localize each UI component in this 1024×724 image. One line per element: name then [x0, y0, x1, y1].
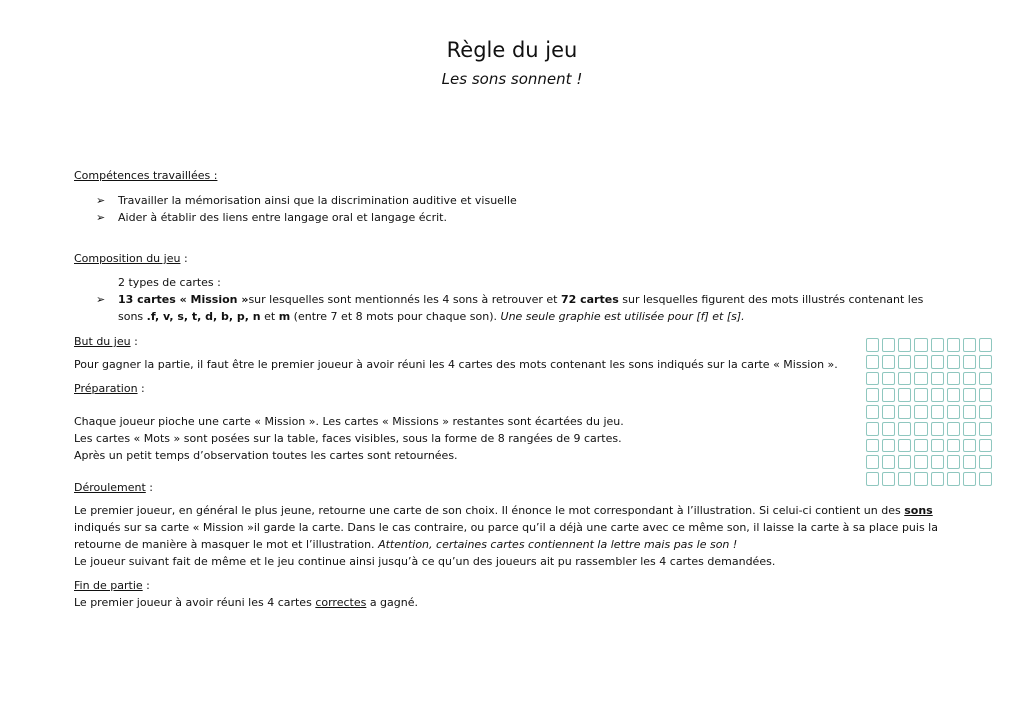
arrow-bullet-icon: ➢: [96, 293, 106, 306]
deroulement-line-3: [74, 536, 737, 553]
card-cell: [914, 455, 927, 469]
deroulement-heading-label: Déroulement: [74, 481, 146, 494]
composition-line-2: [118, 308, 745, 325]
card-cell: [979, 388, 992, 402]
card-cell: [963, 388, 976, 402]
card-cell: [979, 472, 992, 486]
card-cell: [898, 355, 911, 369]
attention-note: Attention, certaines cartes contiennent la lettre mais pas le son !: [378, 538, 738, 551]
card-cell: [947, 472, 960, 486]
card-cell: [914, 405, 927, 419]
card-cell: [979, 405, 992, 419]
card-cell: [979, 338, 992, 352]
mission-cards-count: 13 cartes « Mission »: [118, 293, 249, 306]
card-cell: [882, 472, 895, 486]
sons-emphasis: sons: [904, 504, 933, 517]
preparation-line: Chaque joueur pioche une carte « Mission ». Les cartes « Missions » restantes sont écartées du jeu.: [74, 415, 624, 428]
card-cell: [931, 338, 944, 352]
card-cell: [898, 372, 911, 386]
heading-colon: :: [145, 481, 154, 494]
card-cell: [898, 472, 911, 486]
composition-text: sons: [118, 310, 147, 323]
card-cell: [963, 355, 976, 369]
card-cell: [947, 405, 960, 419]
card-cell: [898, 422, 911, 436]
fin-text-part: a gagné.: [366, 596, 419, 609]
card-cell: [866, 472, 879, 486]
card-cell: [882, 455, 895, 469]
card-cell: [866, 422, 879, 436]
card-cell: [979, 355, 992, 369]
composition-text: et: [260, 310, 279, 323]
preparation-line: Les cartes « Mots » sont posées sur la table, faces visibles, sous la forme de 8 rangées de 9 cartes.: [74, 432, 622, 445]
but-heading: [74, 333, 138, 350]
card-cell: [914, 388, 927, 402]
fin-heading-label: Fin de partie: [74, 579, 143, 592]
heading-colon: :: [130, 335, 138, 348]
card-cell: [931, 405, 944, 419]
sounds-list-last: m: [278, 310, 291, 323]
deroulement-line-4: Le joueur suivant fait de même et le jeu continue ainsi jusqu’à ce qu’un des joueurs ait pu rassembler les 4 cartes demandées.: [74, 555, 776, 568]
deroulement-heading: [74, 479, 153, 496]
card-cell: [866, 455, 879, 469]
card-cell: [898, 439, 911, 453]
card-cell: [914, 372, 927, 386]
card-cell: [866, 388, 879, 402]
card-cell: [898, 455, 911, 469]
card-cell: [947, 422, 960, 436]
card-cell: [898, 388, 911, 402]
card-cell: [882, 422, 895, 436]
page-subtitle: Les sons sonnent !: [441, 70, 583, 88]
card-cell: [882, 355, 895, 369]
card-cell: [914, 422, 927, 436]
card-cell: [931, 355, 944, 369]
sounds-list: .f, v, s, t, d, b, p, n: [146, 310, 261, 323]
card-cell: [963, 338, 976, 352]
card-cell: [866, 405, 879, 419]
card-cell: [963, 405, 976, 419]
composition-types: 2 types de cartes :: [118, 276, 221, 289]
card-cell: [947, 355, 960, 369]
grapheme-note: Une seule graphie est utilisée pour [f] et [s].: [500, 310, 745, 323]
card-cell: [914, 439, 927, 453]
fin-heading: [74, 577, 150, 594]
card-cell: [979, 422, 992, 436]
card-cell: [866, 372, 879, 386]
card-cell: [882, 439, 895, 453]
card-cell: [963, 472, 976, 486]
card-cell: [931, 422, 944, 436]
card-cell: [947, 338, 960, 352]
card-cell: [963, 422, 976, 436]
preparation-heading-label: Préparation: [74, 382, 138, 395]
competence-item: Travailler la mémorisation ainsi que la discrimination auditive et visuelle: [118, 194, 517, 207]
card-cell: [963, 455, 976, 469]
composition-text: sur lesquelles figurent des mots illustrés contenant les: [618, 293, 924, 306]
deroulement-text: Le premier joueur, en général le plus jeune, retourne une carte de son choix. Il énonce le mot correspondant à l’illustration. Si celui-ci contient un des: [74, 504, 905, 517]
card-cell: [979, 372, 992, 386]
fin-text-part: Le premier joueur à avoir réuni les 4 cartes: [74, 596, 316, 609]
preparation-heading: [74, 380, 145, 397]
card-cell: [931, 439, 944, 453]
card-cell: [979, 455, 992, 469]
card-cell: [866, 355, 879, 369]
card-cell: [866, 439, 879, 453]
composition-text: (entre 7 et 8 mots pour chaque son).: [290, 310, 501, 323]
arrow-bullet-icon: ➢: [96, 194, 106, 207]
card-cell: [914, 355, 927, 369]
card-cell: [882, 372, 895, 386]
card-cell: [947, 439, 960, 453]
card-cell: [882, 405, 895, 419]
card-cell: [947, 372, 960, 386]
heading-colon: :: [180, 252, 188, 265]
card-cell: [882, 338, 895, 352]
word-cards-count: 72 cartes: [560, 293, 619, 306]
preparation-line: Après un petit temps d’observation toutes les cartes sont retournées.: [74, 449, 458, 462]
card-cell: [914, 472, 927, 486]
correctes-emphasis: correctes: [315, 596, 367, 609]
heading-colon: :: [137, 382, 145, 395]
card-cell: [947, 455, 960, 469]
card-cell: [931, 388, 944, 402]
deroulement-line-2: indiqués sur sa carte « Mission »il garde la carte. Dans le cas contraire, ou parce qu’il a déjà une carte avec ce même son, il laisse la carte à sa place puis la: [74, 521, 938, 534]
composition-heading: [74, 250, 188, 267]
page-title: Règle du jeu: [446, 38, 578, 62]
card-cell: [898, 338, 911, 352]
card-cell: [898, 405, 911, 419]
competence-item: Aider à établir des liens entre langage oral et langage écrit.: [118, 211, 447, 224]
composition-text: sur lesquelles sont mentionnés les 4 sons à retrouver et: [248, 293, 561, 306]
card-cell: [931, 472, 944, 486]
card-cell: [947, 388, 960, 402]
card-cell: [866, 338, 879, 352]
but-heading-label: But du jeu: [74, 335, 131, 348]
competences-heading: Compétences travaillées :: [74, 169, 218, 182]
but-text: Pour gagner la partie, il faut être le premier joueur à avoir réuni les 4 cartes des mots contenant les sons indiqués sur la carte « Mission ».: [74, 358, 838, 371]
card-cell: [931, 372, 944, 386]
composition-line-1: [118, 291, 923, 308]
fin-text: [74, 594, 418, 611]
card-cell: [979, 439, 992, 453]
card-cell: [882, 388, 895, 402]
card-cell: [931, 455, 944, 469]
heading-colon: :: [142, 579, 150, 592]
card-grid: [866, 338, 992, 486]
composition-heading-label: Composition du jeu: [74, 252, 181, 265]
deroulement-line-1: [74, 502, 933, 519]
card-cell: [963, 372, 976, 386]
arrow-bullet-icon: ➢: [96, 211, 106, 224]
card-cell: [914, 338, 927, 352]
card-cell: [963, 439, 976, 453]
deroulement-text: retourne de manière à masquer le mot et l’illustration.: [74, 538, 379, 551]
